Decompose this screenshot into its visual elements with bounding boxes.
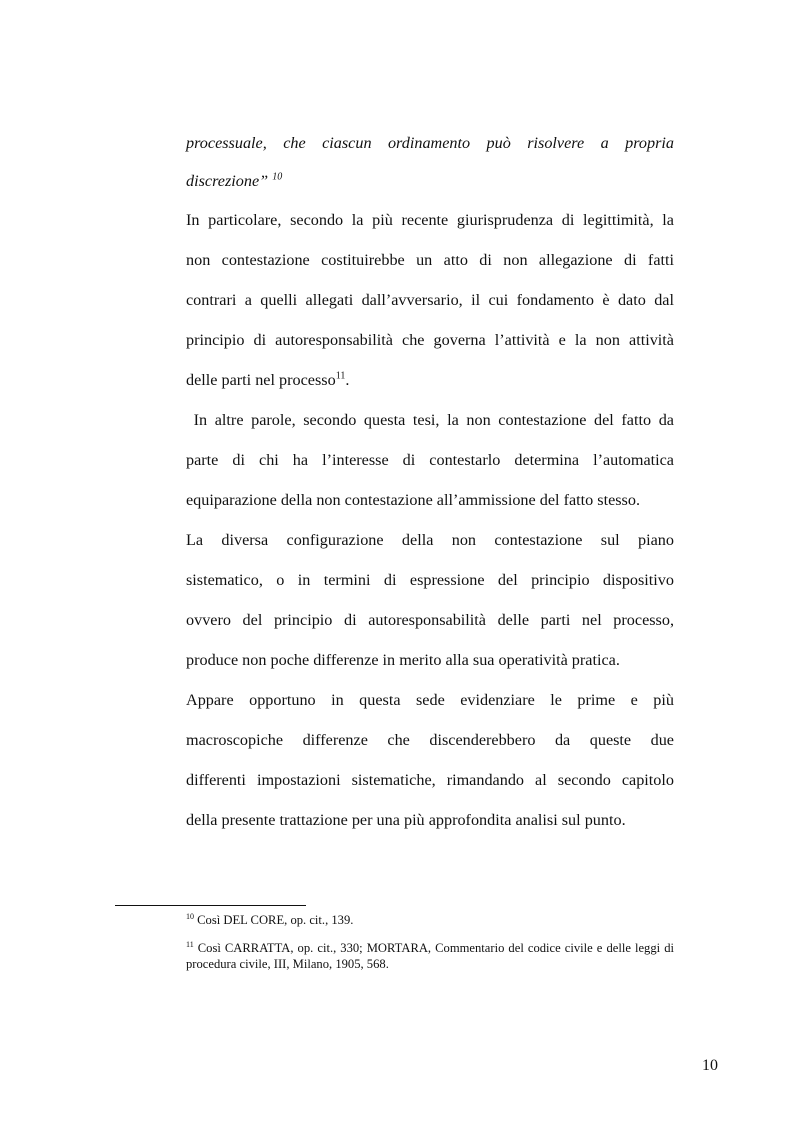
footnote-separator <box>115 905 306 906</box>
footnote-number: 10 <box>186 911 194 921</box>
footnote-ref-10[interactable]: 10 <box>272 171 283 183</box>
text-line: processuale, che ciascun ordinamento può risolvere a propria <box>186 134 674 152</box>
text-line: equiparazione della non contestazione all’ammissione del fatto stesso. <box>186 491 641 509</box>
text-line: contrari a quelli allegati dall’avversario, il cui fondamento è dato dal <box>186 291 674 309</box>
text-line: principio di autoresponsabilità che governa l’attività e la non attività <box>186 331 674 349</box>
text-line: non contestazione costituirebbe un atto di non allegazione di fatti <box>186 251 674 269</box>
body-text <box>186 124 674 840</box>
text-line: ovvero del principio di autoresponsabilità delle parti nel processo, <box>186 611 674 629</box>
quote-end: discrezione” <box>186 172 273 190</box>
text-line: differenti impostazioni sistematiche, rimandando al secondo capitolo <box>186 771 674 789</box>
text-line: In particolare, secondo la più recente giurisprudenza di legittimità, la <box>186 211 674 229</box>
footnote-10 <box>186 912 674 928</box>
footnote-11 <box>186 940 674 972</box>
text-line: La diversa configurazione della non contestazione sul piano <box>186 531 674 549</box>
text-line: In altre parole, secondo questa tesi, la non contestazione del fatto da <box>186 411 674 429</box>
text-line: macroscopiche differenze che discenderebbero da queste due <box>186 731 674 749</box>
text-line <box>186 162 674 200</box>
text-line: Appare opportuno in questa sede evidenziare le prime e più <box>186 691 674 709</box>
page-number: 10 <box>702 1057 718 1074</box>
footnotes <box>186 912 674 972</box>
footnote-text: Così DEL CORE, op. cit., 139. <box>194 913 354 927</box>
footnote-number: 11 <box>186 939 194 949</box>
footnote-ref-11[interactable]: 11 <box>335 370 346 382</box>
text-line: della presente trattazione per una più approfondita analisi sul punto. <box>186 811 626 829</box>
text-line: sistematico, o in termini di espressione del principio dispositivo <box>186 571 674 589</box>
period: . <box>345 371 350 389</box>
text-line: parte di chi ha l’interesse di contestarlo determina l’automatica <box>186 451 674 469</box>
text-line: produce non poche differenze in merito alla sua operatività pratica. <box>186 651 620 669</box>
paragraph-end: delle parti nel processo <box>186 371 336 389</box>
text-line <box>186 360 674 400</box>
footnote-text: Così CARRATTA, op. cit., 330; MORTARA, Commentario del codice civile e delle leggi di procedura civile, III, Milano, 1905, 568. <box>186 941 674 971</box>
